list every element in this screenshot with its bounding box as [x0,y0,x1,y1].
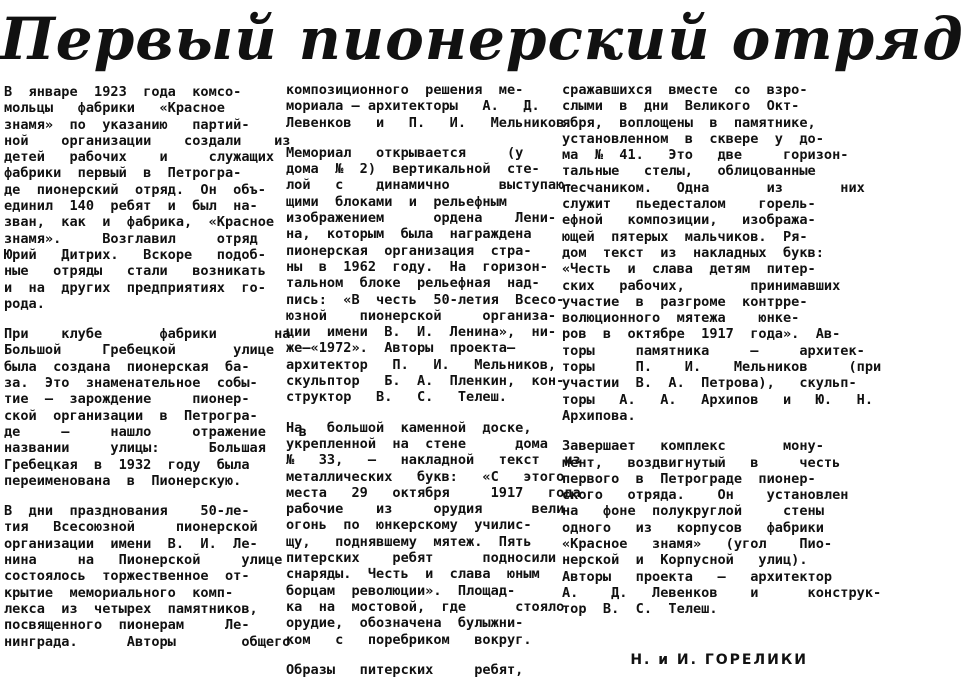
text-line: «Честь и слава детям питер- [562,261,816,278]
text-line: ской организации в Петрогра- [4,407,258,424]
text-line: же—«1972». Авторы проекта— [286,340,516,357]
text-line: металлических букв: «С этого [286,468,565,485]
text-line: знамя» по указанию партий- [4,116,250,133]
text-line: ные отряды стали возникать [4,263,266,280]
text-line: нина на Пионерской улице [4,552,283,569]
text-line: А. Д. Левенков и конструк- [562,584,882,601]
article-column-3 [562,82,882,618]
text-line: состоялось торжественное от- [4,568,250,585]
author-byline: Н. и И. ГОРЕЛИКИ [630,652,808,668]
article-column-2 [286,82,581,678]
text-line: изображением ордена Лени- [286,210,557,227]
text-line: ского отряда. Он установлен [562,487,849,504]
text-line: снаряды. Честь и слава юным [286,566,540,583]
text-line: за. Это знаменательное собы- [4,375,258,392]
text-line: первого в Петрограде пионер- [562,470,816,487]
text-line: фабрики первый в Петрогра- [4,165,242,182]
paragraph [286,82,573,131]
text-line: сражавшихся вместе со взро- [562,82,808,98]
text-line: скульптор Б. А. Пленкин, кон- [286,373,565,390]
text-line: укрепленной на стене дома [286,435,548,452]
text-line: пионерская организация стра- [286,242,532,259]
text-line: ма № 41. Это две горизон- [562,147,849,164]
text-line: ских рабочих, принимавших [562,277,841,294]
text-line: тие — зарождение пионер- [4,391,250,408]
paragraph [286,662,550,678]
headline: Первый пионерский отряд [0,5,964,73]
text-line: лой с динамично выступаю- [286,177,573,194]
text-line: нерской и Корпусной улиц). [562,552,808,569]
paragraph [562,82,882,424]
text-line: зван, как и фабрика, «Красное [4,214,275,231]
text-line: При клубе фабрики на [4,326,291,343]
text-line: тор В. С. Телеш. [562,601,718,618]
text-line: участие в разгроме контрре- [562,293,808,310]
paragraph [562,438,882,618]
text-line: В январе 1923 года комсо- [4,84,242,100]
text-line: ка на мостовой, где стояло [286,598,565,615]
text-line: № 33, — накладной текст из [286,452,581,469]
text-line: ефной композиции, изобража- [562,212,816,229]
text-line: дома № 2) вертикальной сте- [286,161,540,178]
text-line: питерских ребят подносили [286,550,557,567]
text-line: знамя». Возглавил отряд [4,230,258,247]
text-line: ны в 1962 году. На горизон- [286,258,548,275]
text-line: рабочие из орудия вели [286,501,565,518]
text-line: ющей пятерых мальчиков. Ря- [562,228,808,245]
text-line: волюционного мятежа юнке- [562,310,800,327]
text-line: Юрий Дитрих. Вскоре подоб- [4,246,266,263]
text-line: была создана пионерская ба- [4,358,250,375]
text-line: установленном в сквере у до- [562,130,824,147]
text-line: де — нашло отражение в [4,423,307,440]
text-line: де пионерский отряд. Он объ- [4,181,266,198]
text-line: пись: «В честь 50-летия Всесо- [286,291,565,308]
text-line: ров в октябре 1917 года». Ав- [562,326,841,343]
text-line: места 29 октября 1917 года [286,484,581,501]
paragraph [4,503,291,650]
text-line: Большой Гребецкой улице [4,342,275,359]
text-line: тия Всесоюзной пионерской [4,519,258,536]
text-line: служит пьедесталом горель- [562,196,816,213]
text-line: посвященного пионерам Ле- [4,617,250,634]
text-line: рода. [4,295,45,312]
text-line: Гребецкая в 1932 году была [4,456,250,473]
text-line: торы П. И. Мельников (при [562,359,882,376]
text-line: тальные стелы, облицованные [562,163,816,180]
text-line: В дни празднования 50-ле- [4,503,250,520]
paragraph [286,419,581,648]
text-line: нинграда. Авторы общего [4,633,291,650]
text-line: и на других предприятиях го- [4,279,266,296]
text-line: детей рабочих и служащих [4,149,275,166]
text-line: борцам революции». Площад- [286,582,516,599]
text-line: Завершает комплекс мону- [562,438,824,455]
text-line: на фоне полукруглой стены [562,503,824,520]
text-line: огонь по юнкерскому училис- [286,517,532,534]
text-line: ября, воплощены в памятнике, [562,114,816,131]
text-line: тальном блоке рельефная над- [286,275,540,292]
text-line: Образы питерских ребят, [286,661,524,678]
text-line: ции имени В. И. Ленина», ни- [286,324,557,341]
text-line: торы памятника — архитек- [562,342,865,359]
text-line: одного из корпусов фабрики [562,519,824,536]
text-line: на, которым была награждена [286,226,532,243]
text-line: дом текст из накладных букв: [562,244,824,261]
text-line: щу, поднявшему мятеж. Пять [286,533,532,550]
text-line: Мемориал открывается (у [286,144,524,161]
text-line: Левенков и П. И. Мельников. [286,114,573,131]
text-line: щими блоками и рельефным [286,193,507,210]
text-line: слыми в дни Великого Окт- [562,98,800,115]
text-line: архитектор П. И. Мельников, [286,356,557,373]
text-line: названии улицы: Большая [4,440,266,457]
paragraph [286,144,573,406]
text-line: композиционного решения ме- [286,82,524,98]
text-line: переименована в Пионерскую. [4,472,242,489]
text-line: песчаником. Одна из них [562,179,865,196]
text-line: мольцы фабрики «Красное [4,100,225,117]
article-column-1 [4,84,307,650]
text-line: На большой каменной доске, [286,419,532,436]
text-line: ком с поребриком вокруг. [286,631,532,648]
paragraph [4,326,307,489]
text-line: единил 140 ребят и был на- [4,198,258,215]
text-line: Архипова. [562,407,636,424]
paragraph [4,84,291,312]
text-line: «Красное знамя» (угол Пио- [562,536,833,553]
text-line: структор В. С. Телеш. [286,389,507,406]
text-line: мент, воздвигнутый в честь [562,454,841,471]
text-line: лекса из четырех памятников, [4,600,258,617]
text-line: крытие мемориального комп- [4,584,234,601]
text-line: ной организации создали из [4,132,291,149]
text-line: участии В. А. Петрова), скульп- [562,375,857,392]
text-line: Авторы проекта — архитектор [562,568,833,585]
text-line: торы А. А. Архипов и Ю. Н. [562,391,873,408]
text-line: организации имени В. И. Ле- [4,535,258,552]
text-line: мориала — архитекторы А. Д. [286,98,540,115]
text-line: орудие, обозначена булыжни- [286,615,524,632]
text-line: юзной пионерской организа- [286,307,557,324]
